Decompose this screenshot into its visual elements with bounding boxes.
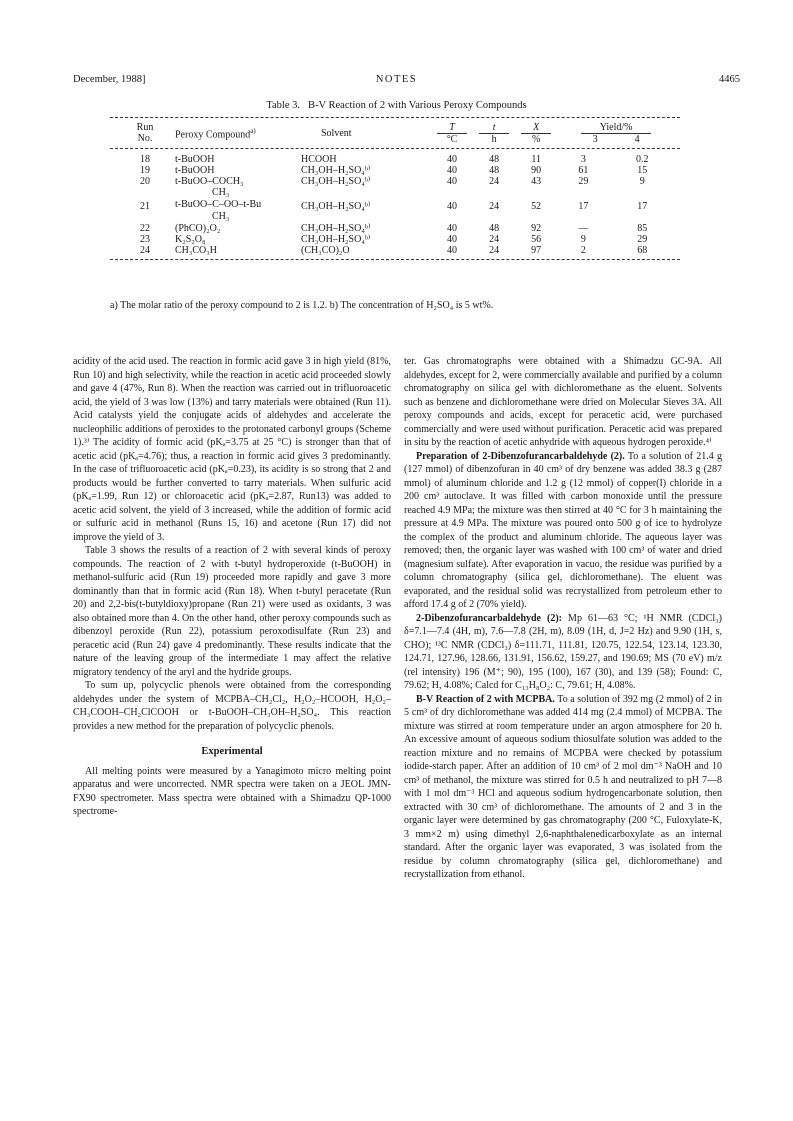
results-table <box>115 120 675 256</box>
table-caption-text: B-V Reaction of 2 with Various Peroxy Compounds <box>308 100 527 111</box>
table-row: 18 t-BuOOH HCOOH 40 48 11 3 0.2 <box>140 154 649 165</box>
paragraph: Preparation of 2-Dibenzofurancarbaldehyde (2). To a solution of 21.4 g (127 mmol) of dibenzofuran in 40 cm³ of dry benzene was added 38.3 g (287 mmol) of aluminum chloride and 1.2 g (12 mmol) of copper(I) chloride in a 200 cm³ autoclave. It was filled with carbon monoxide until the pressure reached 4.9 MPa; the mixture was then stirred at 40 °C for 3 h maintaining the pressure at 4.9 MPa. The mixture was poured onto 500 g of ice to hydrolyze the complex of the product and aluminum chloride. The aqueous layer was removed; then, the organic layer was washed with 100 cm³ of water and dried (magnesium sulfate). After evaporation in vacuo, the residue was purified by a column chromatography (silica gel, dichloromethane). The eluent was evaporated, and the residual solid was recrystallized from petroleum ether to afford 17.4 g of 2 (70% yield). <box>404 450 722 610</box>
paragraph: To sum up, polycyclic phenols were obtained from the corresponding aldehydes under the system of MCPBA–CH₂Cl₂, H₂O₂–HCOOH, H₂O₂–CH₃COOH–CH₂ClCOOH or t-BuOOH–CH₃OH–H₂SO₄. This reaction provides a new method for the preparation of polycyclic phenols. <box>73 680 391 732</box>
table-row: 21 CH₃ t-BuOO–C–OO–t-Bu CH₃ CH₃OH–H₂SO₄ᵇ⁾ 40 24 52 17 17 <box>140 187 648 222</box>
table-3 <box>115 117 675 260</box>
paragraph-heading: Preparation of 2-Dibenzofurancarbaldehyde (2). <box>416 450 625 462</box>
running-header-section: NOTES <box>375 74 418 85</box>
table-footnote: a) The molar ratio of the peroxy compound to 2 is 1.2. b) The concentration of H₂SO₄ is 5 wt%. <box>110 300 494 311</box>
table-row: 22 (PhCO)₂O₂ CH₃OH–H₂SO₄ᵇ⁾ 40 48 92 — 85 <box>140 223 648 234</box>
table-row: 23 K₂S₂O₈ CH₃OH–H₂SO₄ᵇ⁾ 40 24 56 9 29 <box>140 234 648 245</box>
table-row: 19 t-BuOOH CH₃OH–H₂SO₄ᵇ⁾ 40 48 90 61 15 <box>140 165 648 176</box>
table-caption <box>0 100 793 111</box>
table-top-rule <box>110 117 680 118</box>
table-caption-label: Table 3. <box>266 100 300 111</box>
paragraph-heading: B-V Reaction of 2 with MCPBA. <box>416 693 555 705</box>
section-title: Experimental <box>201 746 263 757</box>
header-X: X % <box>515 120 557 148</box>
running-header-date: December, 1988] <box>73 74 146 85</box>
table-bottom-rule <box>110 259 680 260</box>
structural-formula: CH₃ t-BuOO–C–OO–t-Bu CH₃ <box>175 187 262 222</box>
paragraph: 2-Dibenzofurancarbaldehyde (2): Mp 61—63 °C; ¹H NMR (CDCl₃) δ=7.1—7.4 (4H, m), 7.6—7.8 (2H, m), 8.09 (1H, d, J=2 Hz) and 9.90 (1H, s, CHO); ¹³C NMR (CDCl₃) δ=111.71, 111.81, 120.75, 122.54, 123.14, 123.30, 124.71, 127.96, 128.66, 131.91, 156.62, 159.27, and 190.69; MS (70 eV) m/z (rel intensity) 196 (M⁺; 90), 195 (100), 167 (30), and 139 (58); Found: C, 79.62; H, 4.08%; Calcd for C₁₃H₈O₂: C, 79.61; H, 4.08%. <box>404 612 722 691</box>
paragraph: ter. Gas chromatographs were obtained with a Shimadzu GC-9A. All aldehydes, except for 2, were commercially available and purified by a column chromatography on silica gel with dichloromethane as the eluent. Solvents such as benzene and dichloromethane were dried on Molecular Sieves 3A. All peroxy compounds and acids, except for peracetic acid, were purchased commercially and were used without purification. Peracetic acid was prepared in situ by the reaction of acetic anhydride with aqueous hydrogen peroxide.⁴⁾ <box>404 356 722 448</box>
header-t: t h <box>473 120 515 148</box>
header-solvent: Solvent <box>321 128 352 139</box>
header-T: T °C <box>431 120 473 148</box>
paragraph-heading: 2-Dibenzofurancarbaldehyde (2): <box>416 612 563 624</box>
table-row: 24 CH₃CO₃H (CH₃CO)₂O 40 24 97 2 68 <box>140 245 648 256</box>
header-run: Run No. <box>136 122 154 144</box>
paragraph: Table 3 shows the results of a reaction of 2 with several kinds of peroxy compounds. The reaction of 2 with t-butyl hydroperoxide (t-BuOOH) in methanol-sulfuric acid (Run 19) proceeded more rapidly and gave 3 more dominantly than that in formic acid (Run 18). When t-butyl peracetate (Run 20) and 2,2-bis(t-butyldioxy)propane (Run 21) were used as oxidants, 3 was also obtained more than 4. On the other hand, other peroxy compounds such as dibenzoyl peroxide (Run 22), potassium peroxodisulfate (Run 23) and peracetic acid (Run 24) gave 4 predominantly. These results indicate that the nature of the leaving group of the intermediate 1 may affect the relative migratory tendency of the aryl and the hydride groups. <box>73 545 391 678</box>
page-number: 4465 <box>719 74 740 85</box>
header-peroxy: Peroxy Compound$^{a)}$ <box>175 127 256 141</box>
right-column <box>404 355 722 882</box>
table-row: 20 t-BuOO–COCH₃ CH₃OH–H₂SO₄ᵇ⁾ 40 24 43 29 9 <box>140 176 645 187</box>
header-yield: Yield/% 3 4 <box>557 120 675 148</box>
paragraph: B-V Reaction of 2 with MCPBA. To a solution of 392 mg (2 mmol) of 2 in 5 cm³ of dry dichloromethane was added 414 mg (2.4 mmol) of MCPBA. The mixture was stirred at room temperature under an argon atmosphere for 20 h. An excessive amount of aqueous sodium thiosulfate solution was added to the reaction mixture and no remains of MCPBA were checked by potassium iodide-starch paper. After an addition of 10 cm³ of 2 mol dm⁻³ NaOH and 10 cm³ of methanol, the mixture was stirred for 0.5 h and neutralized to pH 7—8 with 1 mol dm⁻³ HCl and aqueous sodium hydrogencarbonate solution, then extracted with 30 cm³ of dichloromethane. The amounts of 2 and 3 in the organic layer were determined by gas chromatography (200 °C, Fuloxylate-K, 3 mm×2 m) using dimethyl 2,6-naphthalenedicarboxylate as an internal standard. After the organic layer was evaporated, 3 was isolated from the residue by column chromatography (silica gel, dichloromethane) and recrystallization from ethanol. <box>404 693 722 880</box>
paragraph: acidity of the acid used. The reaction in formic acid gave 3 in high yield (81%, Run 10) and high selectivity, while the reaction in acetic acid proceeded slowly and gave 4 (47%, Run 8). When the reaction was carried out in trifluoroacetic acid, the yield of 3 was low (13%) and tarry materials were obtained (Run 11). Acid catalysts yield the conjugate acids of aldehydes and accelerate the nucleophilic additions of peroxides to the protonated carbonyl groups (Scheme 1).³⁾ The acidity of formic acid (pKₐ=3.75 at 25 °C) is stronger than that of acetic acid (pKₐ=4.76); thus, a reaction in formic acid gives 3 predominantly. In the case of trifluoroacetic acid (pKₐ=0.23), its acidity is so strong that 2 and products would be further converted to tarry materials. When sulfuric acid (pKₐ=1.99, Run 12) or chloroacetic acid (pKₐ=2.87, Run13) was added to acetic acid solvent, the yield of 3 increased, while the addition of formic acid or sulfuric acid in methanol (Runs 15, 16) and acetone (Run 17) did not improve the yield of 3. <box>73 356 391 543</box>
left-column <box>73 355 391 819</box>
paragraph: All melting points were measured by a Yanagimoto micro melting point apparatus and were uncorrected. NMR spectra were taken on a JEOL JMN-FX90 spectrometer. Mass spectra were obtained with a Shimadzu QP-1000 spectrome- <box>73 765 391 817</box>
